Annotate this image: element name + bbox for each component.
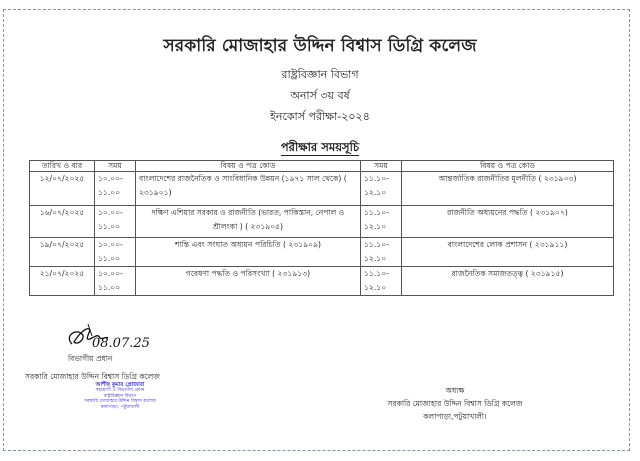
exam-subject-2: রাজনীতি অধ্যয়নের পদ্ধতি ( ২৩১৯০৭): [402, 206, 614, 238]
department-name: রাষ্ট্রবিজ্ঞান বিভাগ: [281, 68, 359, 81]
exam-date: ২১/০৭/২০২৫: [30, 267, 95, 296]
official-stamp: আশীষ কুমার প্রোজাবা সহযোগী ও বিভাগীয় প্রধান রাষ্ট্রবিজ্ঞান বিভাগ সরকারি মোজাহার উদ্দিন বিশ্বাস কলেজ কলাপাড়া, পটুয়াখালী: [84, 382, 156, 410]
table-row: [30, 206, 614, 238]
exam-date: ১৬/০৭/২০২৫: [30, 206, 95, 238]
schedule-title: পরীক্ষার সময়সূচি: [280, 140, 360, 154]
college-name-heading: সরকারি মোজাহার উদ্দিন বিশ্বাস ডিগ্রি কলেজ: [163, 36, 477, 56]
signature-date: 08.07.25: [92, 336, 150, 351]
exam-subject-1: বাংলাদেশের রাজনৈতিক ও সাংবিধানিক উন্নয়ন (১৯৭১ সাল থেকে) ( ২৩১৯০১): [136, 172, 361, 206]
exam-date: ১২/০৭/২০২৫: [30, 172, 95, 206]
header-time-2: সময়: [361, 161, 402, 172]
exam-time-2: ১১.১০- ১২.১০: [361, 206, 402, 238]
header-date-day: তারিখ ও বার: [30, 161, 95, 172]
exam-date: ১৯/০৭/২০২৫: [30, 238, 95, 267]
exam-time-2: ১১.১০- ১২.১০: [361, 172, 402, 206]
principal-college-name: সরকারি মোজাহার উদ্দিন বিশ্বাস ডিগ্রি কলেজ: [387, 399, 523, 408]
exam-time-2: ১১.১০- ১২.১০: [361, 267, 402, 296]
principal-location: কলাপাড়া,পটুয়াখালী।: [423, 412, 487, 421]
principal-block: [355, 384, 555, 423]
hod-college-name: সরকারি মোজাহার উদ্দিন বিশ্বাস ডিগ্রি কলেজ: [25, 372, 160, 381]
exam-time-1: ১০.০০- ১১.০০: [95, 238, 136, 267]
exam-schedule-table: [29, 160, 614, 296]
academic-year: অনার্স ৩য় বর্ষ: [290, 89, 350, 102]
header-subject-code-1: বিষয় ও পত্র কোড: [136, 161, 361, 172]
exam-subject-2: রাজনৈতিক সমাজতত্ত্ব ( ২৩১৯১৫): [402, 267, 614, 296]
hod-title: বিভাগীয় প্রধান: [68, 354, 113, 363]
table-row: [30, 267, 614, 296]
principal-title: অধ্যক্ষ: [445, 386, 465, 395]
exam-subject-1: দক্ষিণ এশিয়ার সরকার ও রাজনীতি (ভারত, পাকিস্তান, নেপাল ও শ্রীলংকা ) ( ২৩১৯০৫): [136, 206, 361, 238]
exam-time-2: ১১.১০- ১২.১০: [361, 238, 402, 267]
exam-time-1: ১০.০০- ১১.০০: [95, 206, 136, 238]
table-row: [30, 172, 614, 206]
exam-subject-1: গবেষণা পদ্ধতি ও পরিসংখ্যা ( ২৩১৯১৩): [136, 267, 361, 296]
exam-subject-2: আন্তর্জাতিক রাজনীতির মূলনীতি ( ২৩১৯০৩): [402, 172, 614, 206]
table-row: [30, 238, 614, 267]
exam-name: ইনকোর্স পরীক্ষা-২০২৪: [270, 110, 370, 123]
exam-time-1: ১০.০০- ১১.০০: [95, 172, 136, 206]
exam-time-1: ১০.০০- ১১.০০: [95, 267, 136, 296]
exam-subject-2: বাংলাদেশের লোক প্রশাসন ( ২৩১৯১১): [402, 238, 614, 267]
header-subject-code-2: বিষয় ও পত্র কোড: [402, 161, 614, 172]
exam-subject-1: শান্তি এবং সংঘাত অধ্যয়ন পরিচিতি ( ২৩১৯০৯): [136, 238, 361, 267]
header-time-1: সময়: [95, 161, 136, 172]
table-header-row: [30, 161, 614, 172]
